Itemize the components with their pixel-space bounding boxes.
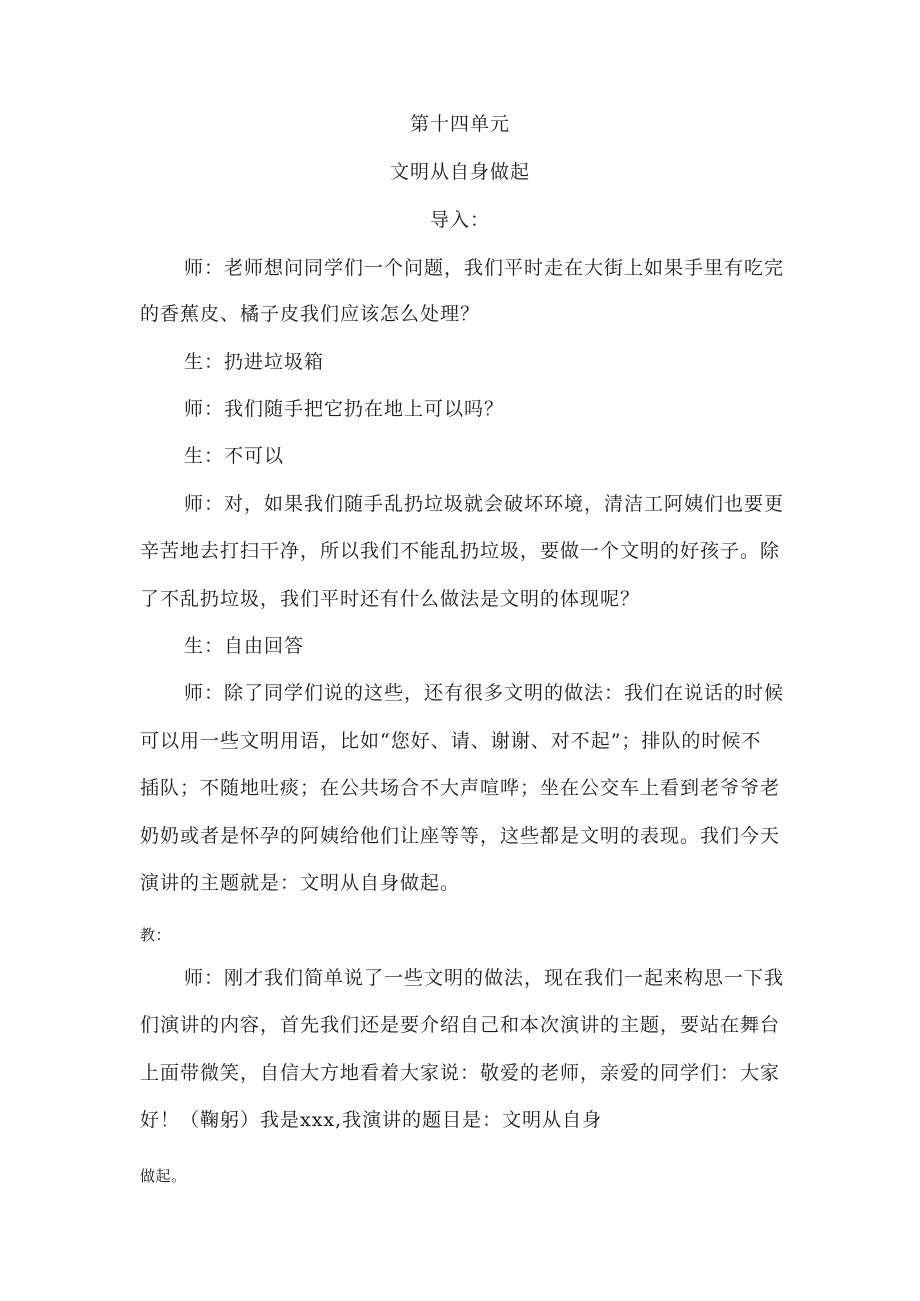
section-heading-teach: 教： [140, 926, 172, 944]
paragraph-line: 师：除了同学们说的这些，还有很多文明的做法：我们在说话的时候 [184, 682, 785, 704]
paragraph-line: 奶奶或者是怀孕的阿姨给他们让座等等，这些都是文明的表现。我们今天 [140, 825, 781, 847]
paragraph-line: 们演讲的内容，首先我们还是要介绍自己和本次演讲的主题，要站在舞台 [140, 1014, 781, 1036]
paragraph-line: 生：不可以 [184, 445, 285, 467]
paragraph-line: 演讲的主题就是：文明从自身做起。 [140, 872, 461, 894]
lesson-title: 文明从自身做起 [389, 161, 530, 183]
paragraph-line: 师：对，如果我们随手乱扔垃圾就会破坏环境，清洁工阿姨们也要更 [184, 493, 785, 515]
paragraph-line: 师：刚才我们简单说了一些文明的做法，现在我们一起来构思一下我 [184, 967, 785, 989]
paragraph-line: 师：我们随手把它扔在地上可以吗？ [184, 398, 505, 420]
unit-title: 第十四单元 [409, 113, 510, 135]
paragraph-line: 上面带微笑，自信大方地看着大家说：敬爱的老师，亲爱的同学们：大家 [140, 1062, 781, 1084]
paragraph-line: 生：自由回答 [184, 635, 305, 657]
paragraph-line: 辛苦地去打扫干净，所以我们不能乱扔垃圾，要做一个文明的好孩子。除 [140, 540, 781, 562]
paragraph-line: 可以用一些文明用语，比如“您好、请、谢谢、对不起”；排队的时候不 [140, 730, 762, 752]
paragraph-line: 插队；不随地吐痰；在公共场合不大声喧哗；坐在公交车上看到老爷爷老 [140, 777, 781, 799]
paragraph-line: 的香蕉皮、橘子皮我们应该怎么处理？ [140, 303, 481, 325]
paragraph-line: 了不乱扔垃圾，我们平时还有什么做法是文明的体现呢？ [140, 588, 641, 610]
paragraph-line: 师：老师想问同学们一个问题，我们平时走在大街上如果手里有吃完 [184, 257, 785, 279]
paragraph-line: 好！（鞠躬）我是xxx,我演讲的题目是：文明从自身 [140, 1109, 603, 1131]
paragraph-tail: 做起。 [140, 1167, 187, 1185]
paragraph-line: 生：扔进垃圾箱 [184, 351, 325, 373]
section-heading-intro: 导入： [429, 209, 490, 231]
